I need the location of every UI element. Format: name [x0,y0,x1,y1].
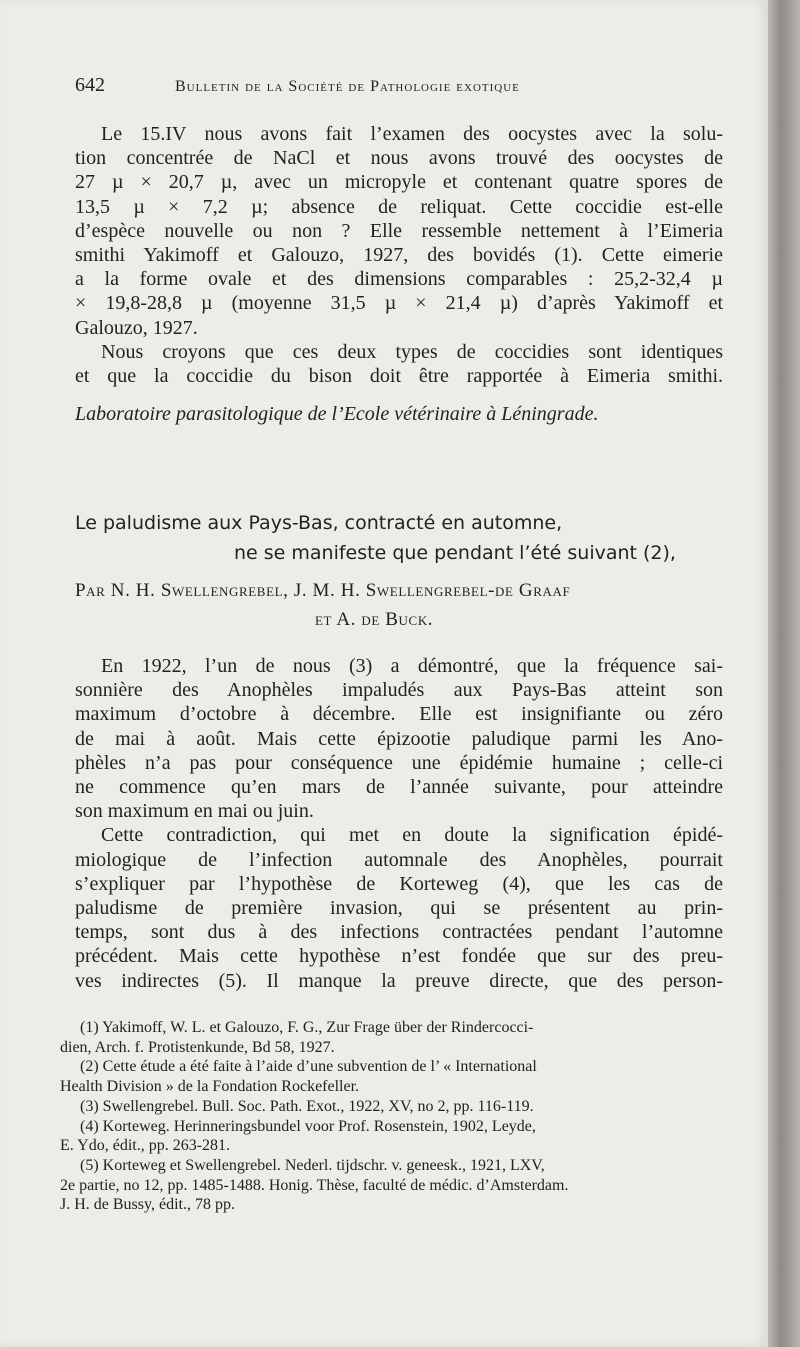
text-line: En 1922, l’un de nous (3) a démontré, que la fréquence sai- [101,655,723,677]
footnote-line: (5) Korteweg et Swellengrebel. Nederl. tijdschr. v. geneesk., 1921, LXV, [80,1156,545,1174]
text-line: phèles n’a pas pour conséquence une épidémie humaine ; celle-ci [75,751,723,774]
page-header [75,74,725,104]
page-number: 642 [75,74,105,96]
text-line: miologique de l’infection automnale des Anophèles, pourrait [75,848,723,871]
text-line: × 19,8-28,8 µ (moyenne 31,5 µ × 21,4 µ) d’après Yakimoff et [75,292,723,315]
text-line: son maximum en mai ou juin. [75,800,314,823]
text-line: 27 µ × 20,7 µ, avec un micropyle et contenant quatre spores de [75,171,723,194]
article-title-line-1: Le paludisme aux Pays-Bas, contracté en automne, [75,512,563,534]
footnote-line: Health Division » de la Fondation Rockefeller. [60,1078,360,1096]
footnote-line: (2) Cette étude a été faite à l’aide d’une subvention de l’ « International [80,1058,537,1076]
footnote-line: (1) Yakimoff, W. L. et Galouzo, F. G., Zur Frage über der Rindercocci- [80,1019,534,1036]
text-line: Le 15.IV nous avons fait l’examen des oocystes avec la solu- [101,123,723,145]
text-line: a la forme ovale et des dimensions comparables : 25,2-32,4 µ [75,268,723,291]
text-line: Galouzo, 1927. [75,316,198,339]
footnote-line: J. H. de Bussy, édit., 78 pp. [60,1196,235,1214]
laboratory-signature: Laboratoire parasitologique de l’Ecole vétérinaire à Léningrade. [75,403,599,425]
footnote-line: (4) Korteweg. Herinneringsbundel voor Prof. Rosenstein, 1902, Leyde, [80,1117,536,1135]
text-line: et que la coccidie du bison doit être rapportée à Eimeria smithi. [75,365,723,388]
footnote-line: dien, Arch. f. Protistenkunde, Bd 58, 1927. [60,1038,335,1056]
text-line: tion concentrée de NaCl et nous avons trouvé des oocystes de [75,147,723,170]
footnote-line: E. Ydo, édit., pp. 263-281. [60,1137,231,1155]
text-line: paludisme de première invasion, qui se présentent au prin- [75,897,723,920]
footnotes [60,1018,726,1215]
journal-title: Bulletin de la Société de Pathologie exotique [175,78,520,95]
page-edge [768,0,800,1347]
text-line: précédent. Mais cette hypothèse n’est fondée que sur des preu- [75,945,723,968]
text-line: temps, sont dus à des infections contractées pendant l’automne [75,921,723,944]
footnote-line: (3) Swellengrebel. Bull. Soc. Path. Exot., 1922, XV, no 2, pp. 116-119. [80,1097,534,1115]
text-line: ves indirectes (5). Il manque la preuve directe, que des person- [75,969,723,992]
footnote-line: 2e partie, no 12, pp. 1485-1488. Honig. Thèse, faculté de médic. d’Amsterdam. [60,1176,569,1194]
article-title-line-2: ne se manifeste que pendant l’été suivant (2), [234,542,676,564]
coccidia-paragraph [75,122,723,388]
text-line: s’expliquer par l’hypothèse de Korteweg (4), que les cas de [75,872,723,895]
text-line: maximum d’octobre à décembre. Elle est insignifiante ou zéro [75,703,723,726]
article-authors-line-2: et A. de Buck. [315,609,434,630]
article-body [75,654,723,993]
text-line: sonnière des Anophèles impaludés aux Pays-Bas atteint son [75,679,723,702]
text-line: Cette contradiction, qui met en doute la signification épidé- [101,824,723,847]
text-line: ne commence qu’en mars de l’année suivante, pour atteindre [75,776,723,799]
text-line: 13,5 µ × 7,2 µ; absence de reliquat. Cette coccidie est-elle [75,195,723,218]
article-authors-line-1: Par N. H. Swellengrebel, J. M. H. Swellengrebel-de Graaf [75,580,571,601]
text-line: de mai à août. Mais cette épizootie paludique parmi les Ano- [75,727,723,750]
text-line: d’espèce nouvelle ou non ? Elle ressemble nettement à l’Eimeria [75,219,723,242]
text-line: smithi Yakimoff et Galouzo, 1927, des bovidés (1). Cette eimerie [75,244,723,267]
text-line: Nous croyons que ces deux types de coccidies sont identiques [101,340,723,363]
